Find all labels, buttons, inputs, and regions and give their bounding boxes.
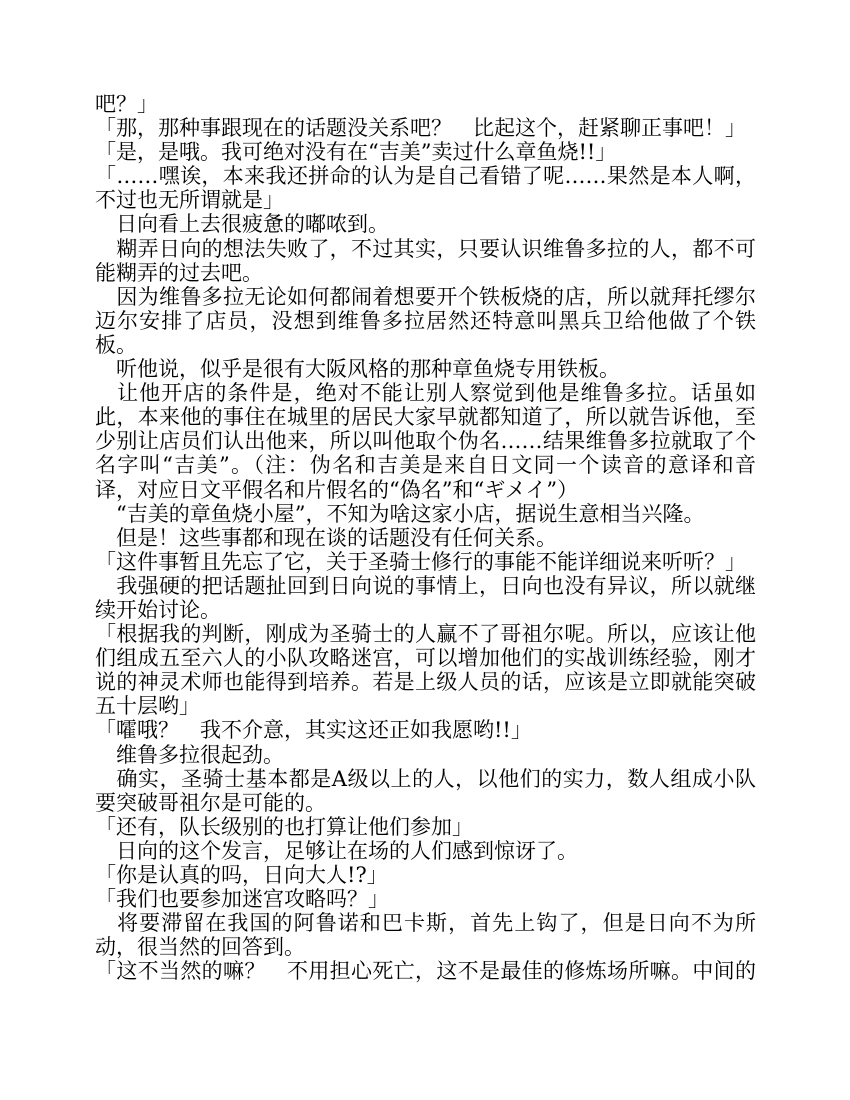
text-line: 「这件事暂且先忘了它，关于圣骑士修行的事能不能详细说来听听？」 bbox=[95, 549, 746, 574]
text-line: 「这不当然的嘛？ 不用担心死亡，这不是最佳的修炼场所嘛。中间的 bbox=[95, 959, 756, 984]
text-line: 因为维鲁多拉无论如何都闹着想要开个铁板烧的店，所以就拜托缪尔 bbox=[95, 284, 756, 309]
text-line: 「根据我的判断，刚成为圣骑士的人赢不了哥祖尔呢。所以，应该让他 bbox=[95, 622, 756, 647]
text-line: 确实，圣骑士基本都是A级以上的人，以他们的实力，数人组成小队 bbox=[95, 766, 756, 791]
document-text-block bbox=[95, 92, 756, 983]
text-line: 「……嘿诶，本来我还拼命的认为是自己看错了呢……果然是本人啊， bbox=[95, 164, 756, 189]
text-line: 日向看上去很疲惫的嘟哝到。 bbox=[95, 212, 389, 237]
text-line: 「你是认真的吗，日向大人!?」 bbox=[95, 863, 388, 887]
text-line: “吉美的章鱼烧小屋”，不知为啥这家小店，据说生意相当兴隆。 bbox=[95, 501, 705, 526]
text-line: 要突破哥祖尔是可能的。 bbox=[95, 790, 326, 815]
text-line: 少别让店员们认出他来，所以叫他取个伪名……结果维鲁多拉就取了个 bbox=[95, 429, 756, 454]
text-line: 续开始讨论。 bbox=[95, 597, 221, 622]
text-line: 但是！这些事都和现在谈的话题没有任何关系。 bbox=[95, 525, 557, 550]
text-line: 五十层哟」 bbox=[95, 694, 200, 719]
text-line: 「我们也要参加迷宫攻略吗？」 bbox=[95, 887, 389, 912]
text-line: 此，本来他的事住在城里的居民大家早就都知道了，所以就告诉他，至 bbox=[95, 405, 756, 430]
text-line: 能糊弄的过去吧。 bbox=[95, 260, 263, 285]
text-line: 我强硬的把话题扯回到日向说的事情上，日向也没有异议，所以就继 bbox=[95, 573, 756, 598]
text-line: 听他说，似乎是很有大阪风格的那种章鱼烧专用铁板。 bbox=[95, 357, 620, 382]
text-line: 们组成五至六人的小队攻略迷宫，可以增加他们的实战训练经验，刚才 bbox=[95, 646, 756, 671]
text-line: 板。 bbox=[95, 332, 137, 357]
text-line: 说的神灵术师也能得到培养。若是上级人员的话，应该是立即就能突破 bbox=[95, 670, 756, 695]
text-line: 迈尔安排了店员，没想到维鲁多拉居然还特意叫黑兵卫给他做了个铁 bbox=[95, 308, 756, 333]
text-line: 维鲁多拉很起劲。 bbox=[95, 742, 284, 767]
text-line: 吧？」 bbox=[95, 92, 158, 116]
text-line: 不过也无所谓就是」 bbox=[95, 188, 284, 213]
text-line: 让他开店的条件是，绝对不能让别人察觉到他是维鲁多拉。话虽如 bbox=[95, 381, 756, 406]
text-line: 动，很当然的回答到。 bbox=[95, 935, 305, 960]
text-line: 名字叫“吉美”。（注：伪名和吉美是来自日文同一个读音的意译和音 bbox=[95, 453, 756, 478]
text-line: 译，对应日文平假名和片假名的“偽名”和“ギメイ”） bbox=[95, 477, 579, 502]
text-line: 日向的这个发言，足够让在场的人们感到惊讶了。 bbox=[95, 838, 578, 863]
text-line: 「嚯哦？ 我不介意，其实这还正如我愿哟!!」 bbox=[95, 718, 532, 743]
text-line: 糊弄日向的想法失败了，不过其实，只要认识维鲁多拉的人，都不可 bbox=[95, 236, 756, 261]
text-line: 「还有，队长级别的也打算让他们参加」 bbox=[95, 814, 473, 839]
text-line: 「是，是哦。我可绝对没有在“吉美”卖过什么章鱼烧!!」 bbox=[95, 140, 617, 165]
text-line: 「那，那种事跟现在的话题没关系吧？ 比起这个，赶紧聊正事吧！」 bbox=[95, 116, 746, 141]
text-line: 将要滞留在我国的阿鲁诺和巴卡斯，首先上钩了，但是日向不为所 bbox=[95, 911, 756, 936]
